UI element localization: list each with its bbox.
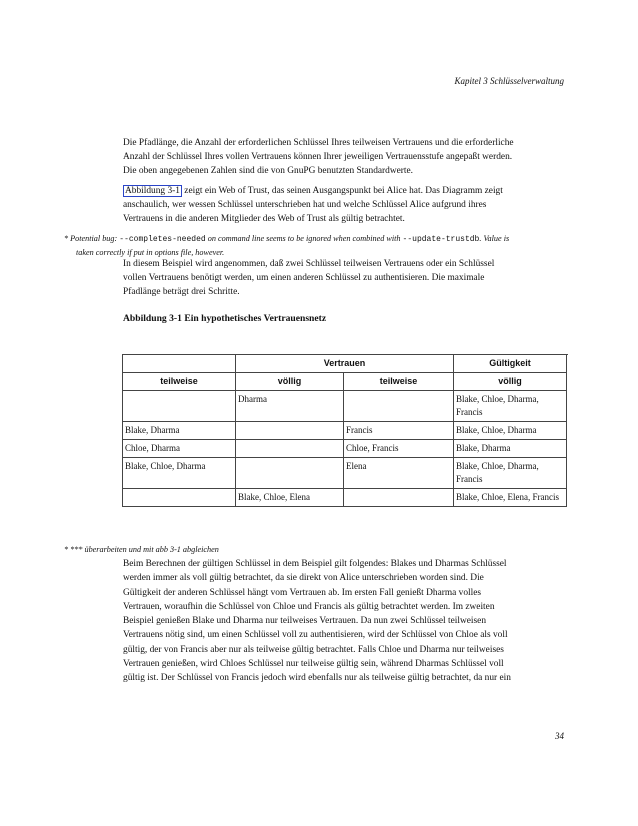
text-line: Beispiel genießen Blake und Dharma nur teilweises Vertrauen. Da nun zwei Schlüssel teilweisen [123,616,487,627]
text-line: gültig ist. Der Schlüssel von Francis jedoch wird ebenfalls nur als teilweise gültig betrachtet, da nur ein [123,673,511,684]
table-column-header: teilweise [344,373,454,391]
text-line: Vertrauens nötig sind, um einen Schlüssel voll zu authentisieren, wird der Schlüssel von Chloe als voll [123,630,508,641]
table-column-header-row [123,373,567,391]
text-line: Gültigkeit der anderen Schlüssel hängt vom Vertrauen ab. Im ersten Fall genießt Dharma volles [123,587,482,598]
table-cell: Dharma [236,391,344,422]
paragraph-path-length [123,136,573,178]
table-cell: Blake, Dharma [454,440,567,458]
text-line: In diesem Beispiel wird angenommen, daß zwei Schlüssel teilweisen Vertrauens oder ein Schlüssel [123,259,495,269]
table-cell [236,422,344,440]
text-line: Beim Berechnen der gültigen Schlüssel in dem Beispiel gilt folgendes: Blakes und Dharmas Schlüssel [123,559,507,569]
table-cell: Chloe, Dharma [123,440,236,458]
table-cell: Blake, Chloe, Dharma [454,422,567,440]
text-line: werden immer als voll gültig betrachtet, da sie direkt von Alice unterschrieben worden sind. Die [123,573,484,584]
table-cell [123,391,236,422]
table-header-trust: Vertrauen [236,355,454,373]
table-column-header: völlig [454,373,567,391]
text-line: Vertrauen, woraufhin die Schlüssel von Chloe und Francis als gültig betrachtet werden. Im zweiten [123,601,495,612]
text-line: taken correctly if put in options file, however. [76,247,225,257]
table-cell: Blake, Chloe, Elena [236,489,344,507]
table-column-header: teilweise [123,373,236,391]
text-line: Die oben angegebenen Zahlen sind die von GnuPG benutzten Standardwerte. [123,166,414,176]
text-line: anschaulich, wer wessen Schlüssel unterschrieben hat und welche Schlüssel Alice aufgrund ihres [123,200,487,210]
editorial-note: * *** überarbeiten und mit abb 3-1 abgleichen [64,545,219,554]
table-header-empty [123,355,236,373]
table-column-header: völlig [236,373,344,391]
table-row [123,489,567,507]
table-row [123,440,567,458]
table-group-header-row [123,355,567,373]
table-cell: Francis [344,422,454,440]
table-cell: Blake, Chloe, Dharma, Francis [454,458,567,489]
text-line: zeigt ein Web of Trust, das seinen Ausgangspunkt bei Alice hat. Das Diagramm zeigt [181,186,503,196]
table-cell: Blake, Chloe, Elena, Francis [454,489,567,507]
page-number: 34 [555,731,564,741]
figure-title: Abbildung 3-1 Ein hypothetisches Vertrauensnetz [123,313,327,324]
footnote-potential-bug: * Potential bug: --completes-needed on command line seems to be ignored when combined with --update-trustdb. Value is taken correctly if put in options file, however. [64,233,574,259]
table-cell: Elena [344,458,454,489]
text-line: vollen Vertrauens benötigt werden, um einen anderen Schlüssel zu authentisieren. Die maximale [123,273,485,283]
text-line: Anzahl der Schlüssel Ihres vollen Vertrauens können Ihrer jeweiligen Vertrauensstufe angepaßt werden. [123,152,513,162]
running-header: Kapitel 3 Schlüsselverwaltung [454,76,564,86]
table-cell [123,489,236,507]
paragraph-validity-calculation [123,557,573,686]
table-cell: Chloe, Francis [344,440,454,458]
text-line: Die Pfadlänge, die Anzahl der erforderlichen Schlüssel Ihres teilweisen Vertrauens und die erforderliche [123,138,514,148]
trust-table [122,354,567,507]
text-line: gültig, der von Francis aber nur als teilweise gültig betrachtet. Falls Chloe und Dharma nur teilweises [123,644,504,655]
text-line: Vertrauen genießen, wird Chloes Schlüssel nur teilweise gültig sein, während Dharmas Schlüssel voll [123,659,504,670]
table-cell: Blake, Chloe, Dharma, Francis [454,391,567,422]
code-option: --update-trustdb [402,235,480,244]
table-row [123,391,567,422]
table-row [123,458,567,489]
code-option: --completes-needed [119,235,206,244]
table-cell: Blake, Chloe, Dharma [123,458,236,489]
table-cell [344,489,454,507]
table-cell [236,458,344,489]
text-line: Vertrauens in die anderen Mitglieder des Web of Trust als gültig betrachtet. [123,214,405,224]
paragraph-web-of-trust [123,184,573,226]
table-row [123,422,567,440]
table-cell: Blake, Dharma [123,422,236,440]
figure-reference-link[interactable]: Abbildung 3-1 [125,186,180,196]
table-cell [236,440,344,458]
table-cell [344,391,454,422]
paragraph-example-assumption [123,257,573,299]
table-header-validity: Gültigkeit [454,355,567,373]
text-line: Pfadlänge beträgt drei Schritte. [123,287,240,297]
